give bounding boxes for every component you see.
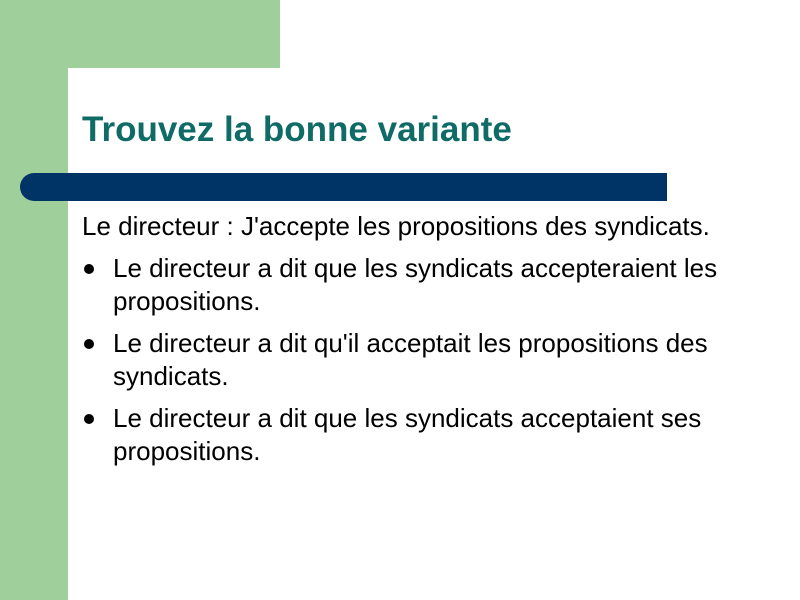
answer-option[interactable]: [82, 402, 772, 468]
prompt-statement: [82, 210, 772, 243]
answer-option-text: Le directeur a dit qu'il acceptait les propositions des syndicats.: [113, 328, 708, 391]
prompt-text: Le directeur : J'accepte les propositions des syndicats.: [82, 211, 710, 241]
title-underline-bar: [20, 173, 667, 201]
rounded-content-corner: [68, 68, 108, 108]
bullet-icon: [84, 264, 94, 274]
green-top-panel: [0, 0, 280, 68]
bullet-icon: [84, 339, 94, 349]
answer-option-text: Le directeur a dit que les syndicats acceptaient ses propositions.: [113, 403, 702, 466]
green-side-panel: [0, 0, 68, 600]
slide-title: Trouvez la bonne variante: [82, 110, 512, 149]
bullet-icon: [84, 414, 94, 424]
answer-option[interactable]: [82, 252, 772, 318]
answer-option[interactable]: [82, 327, 772, 393]
answer-option-text: Le directeur a dit que les syndicats accepteraient les propositions.: [113, 253, 718, 316]
answer-list: [82, 210, 772, 477]
